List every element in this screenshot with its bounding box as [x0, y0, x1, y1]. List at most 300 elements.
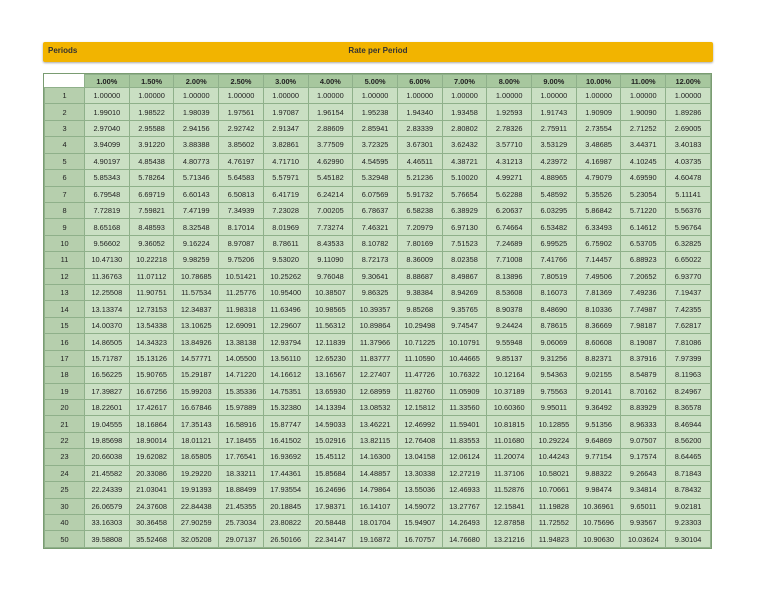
- value-cell: 8.71843: [666, 465, 711, 481]
- value-cell: 32.05208: [174, 531, 219, 548]
- value-cell: 10.38507: [308, 285, 353, 301]
- value-cell: 1.90909: [576, 104, 621, 120]
- value-cell: 13.84926: [174, 334, 219, 350]
- value-cell: 4.85438: [129, 153, 174, 169]
- value-cell: 1.00000: [397, 88, 442, 104]
- value-cell: 8.36009: [397, 252, 442, 268]
- value-cell: 8.70162: [621, 383, 666, 399]
- value-cell: 9.20141: [576, 383, 621, 399]
- value-cell: 12.15812: [397, 400, 442, 416]
- value-cell: 1.95238: [353, 104, 398, 120]
- value-cell: 7.49506: [576, 268, 621, 284]
- value-cell: 8.24967: [666, 383, 711, 399]
- value-cell: 14.16612: [263, 367, 308, 383]
- value-cell: 12.69091: [219, 317, 264, 333]
- value-cell: 7.81369: [576, 285, 621, 301]
- value-cell: 16.56225: [85, 367, 130, 383]
- value-cell: 16.24696: [308, 482, 353, 498]
- value-cell: 6.03295: [532, 202, 577, 218]
- value-cell: 9.36052: [129, 235, 174, 251]
- value-cell: 29.07137: [219, 531, 264, 548]
- value-cell: 12.46933: [442, 482, 487, 498]
- value-cell: 11.37106: [487, 465, 532, 481]
- value-cell: 30.36458: [129, 514, 174, 530]
- value-cell: 16.67256: [129, 383, 174, 399]
- value-cell: 12.27219: [442, 465, 487, 481]
- value-cell: 11.33560: [442, 400, 487, 416]
- value-cell: 11.05909: [442, 383, 487, 399]
- value-cell: 2.85941: [353, 120, 398, 136]
- period-cell: 1: [45, 88, 85, 104]
- value-cell: 21.45582: [85, 465, 130, 481]
- value-cell: 15.45112: [308, 449, 353, 465]
- value-cell: 12.73153: [129, 301, 174, 317]
- value-cell: 1.92593: [487, 104, 532, 120]
- value-cell: 11.37966: [353, 334, 398, 350]
- period-cell: 25: [45, 482, 85, 498]
- value-cell: 14.13394: [308, 400, 353, 416]
- value-cell: 6.69719: [129, 186, 174, 202]
- value-cell: 11.63496: [263, 301, 308, 317]
- value-cell: 17.93554: [263, 482, 308, 498]
- value-cell: 33.16303: [85, 514, 130, 530]
- period-cell: 21: [45, 416, 85, 432]
- value-cell: 9.02181: [666, 498, 711, 514]
- value-cell: 4.71710: [263, 153, 308, 169]
- value-cell: 9.02155: [576, 367, 621, 383]
- table-row: [45, 219, 711, 235]
- table-row: [45, 367, 711, 383]
- value-cell: 1.98039: [174, 104, 219, 120]
- value-cell: 3.94099: [85, 137, 130, 153]
- value-cell: 10.78685: [174, 268, 219, 284]
- value-cell: 6.74664: [487, 219, 532, 235]
- value-cell: 6.32825: [666, 235, 711, 251]
- value-cell: 13.27767: [442, 498, 487, 514]
- value-cell: 2.73554: [576, 120, 621, 136]
- value-cell: 7.00205: [308, 202, 353, 218]
- value-cell: 4.03735: [666, 153, 711, 169]
- value-cell: 11.01680: [487, 432, 532, 448]
- value-cell: 3.67301: [397, 137, 442, 153]
- value-cell: 10.10791: [442, 334, 487, 350]
- period-cell: 8: [45, 202, 85, 218]
- value-cell: 8.48593: [129, 219, 174, 235]
- value-cell: 4.76197: [219, 153, 264, 169]
- value-cell: 11.94823: [532, 531, 577, 548]
- table-row: [45, 104, 711, 120]
- table-row: [45, 186, 711, 202]
- value-cell: 14.59072: [397, 498, 442, 514]
- value-cell: 8.49867: [442, 268, 487, 284]
- value-cell: 6.93770: [666, 268, 711, 284]
- value-cell: 9.86325: [353, 285, 398, 301]
- value-cell: 1.96154: [308, 104, 353, 120]
- value-cell: 5.91732: [397, 186, 442, 202]
- period-cell: 40: [45, 514, 85, 530]
- value-cell: 1.00000: [219, 88, 264, 104]
- value-cell: 7.20979: [397, 219, 442, 235]
- value-cell: 4.99271: [487, 170, 532, 186]
- value-cell: 13.38138: [219, 334, 264, 350]
- value-cell: 10.70661: [532, 482, 577, 498]
- value-cell: 6.60143: [174, 186, 219, 202]
- value-cell: 1.00000: [442, 88, 487, 104]
- table-row: [45, 449, 711, 465]
- value-cell: 8.82371: [576, 350, 621, 366]
- annuity-table: [43, 73, 712, 549]
- periods-label: Periods: [48, 46, 78, 55]
- value-cell: 13.04158: [397, 449, 442, 465]
- value-cell: 10.76322: [442, 367, 487, 383]
- value-cell: 1.90090: [621, 104, 666, 120]
- value-cell: 3.85602: [219, 137, 264, 153]
- value-cell: 12.46992: [397, 416, 442, 432]
- value-cell: 12.34837: [174, 301, 219, 317]
- value-cell: 9.65011: [621, 498, 666, 514]
- value-cell: 6.41719: [263, 186, 308, 202]
- value-cell: 9.98259: [174, 252, 219, 268]
- value-cell: 3.77509: [308, 137, 353, 153]
- value-cell: 10.98565: [308, 301, 353, 317]
- value-cell: 26.50166: [263, 531, 308, 548]
- period-cell: 24: [45, 465, 85, 481]
- corner-cell: [45, 75, 85, 88]
- value-cell: 9.30641: [353, 268, 398, 284]
- value-cell: 18.88499: [219, 482, 264, 498]
- period-cell: 11: [45, 252, 85, 268]
- value-cell: 16.58916: [219, 416, 264, 432]
- value-cell: 18.22601: [85, 400, 130, 416]
- value-cell: 8.17014: [219, 219, 264, 235]
- value-cell: 10.71225: [397, 334, 442, 350]
- value-cell: 9.34814: [621, 482, 666, 498]
- value-cell: 2.78326: [487, 120, 532, 136]
- value-cell: 6.78637: [353, 202, 398, 218]
- table-row: [45, 88, 711, 104]
- value-cell: 1.00000: [353, 88, 398, 104]
- value-cell: 1.00000: [532, 88, 577, 104]
- value-cell: 20.18845: [263, 498, 308, 514]
- value-cell: 17.44361: [263, 465, 308, 481]
- value-cell: 8.16073: [532, 285, 577, 301]
- value-cell: 1.00000: [487, 88, 532, 104]
- value-cell: 17.18455: [219, 432, 264, 448]
- value-cell: 14.05500: [219, 350, 264, 366]
- table-row: [45, 301, 711, 317]
- period-cell: 9: [45, 219, 85, 235]
- period-cell: 3: [45, 120, 85, 136]
- value-cell: 8.10336: [576, 301, 621, 317]
- rate-header-cell: 10.00%: [576, 75, 621, 88]
- value-cell: 11.07112: [129, 268, 174, 284]
- value-cell: 7.80519: [532, 268, 577, 284]
- value-cell: 2.75911: [532, 120, 577, 136]
- value-cell: 7.42355: [666, 301, 711, 317]
- value-cell: 14.00370: [85, 317, 130, 333]
- value-cell: 11.52876: [487, 482, 532, 498]
- rate-table: [44, 74, 711, 548]
- rate-header-cell: 8.00%: [487, 75, 532, 88]
- value-cell: 5.10020: [442, 170, 487, 186]
- value-cell: 14.75351: [263, 383, 308, 399]
- value-cell: 11.56312: [308, 317, 353, 333]
- value-cell: 6.07569: [353, 186, 398, 202]
- rate-header-cell: 2.00%: [174, 75, 219, 88]
- value-cell: 8.96333: [621, 416, 666, 432]
- value-cell: 8.36669: [576, 317, 621, 333]
- period-cell: 50: [45, 531, 85, 548]
- value-cell: 14.79864: [353, 482, 398, 498]
- value-cell: 17.39827: [85, 383, 130, 399]
- value-cell: 16.67846: [174, 400, 219, 416]
- value-cell: 11.90751: [129, 285, 174, 301]
- value-cell: 12.87858: [487, 514, 532, 530]
- value-cell: 13.55036: [397, 482, 442, 498]
- value-cell: 17.98371: [308, 498, 353, 514]
- value-cell: 7.14457: [576, 252, 621, 268]
- value-cell: 18.90014: [129, 432, 174, 448]
- value-cell: 14.26493: [442, 514, 487, 530]
- value-cell: 6.75902: [576, 235, 621, 251]
- table-row: [45, 317, 711, 333]
- table-row: [45, 531, 711, 548]
- value-cell: 9.85137: [487, 350, 532, 366]
- value-cell: 9.24424: [487, 317, 532, 333]
- value-cell: 10.44243: [532, 449, 577, 465]
- value-cell: 13.30338: [397, 465, 442, 481]
- value-cell: 8.56200: [666, 432, 711, 448]
- value-cell: 8.02358: [442, 252, 487, 268]
- value-cell: 1.00000: [263, 88, 308, 104]
- value-cell: 1.97561: [219, 104, 264, 120]
- table-row: [45, 202, 711, 218]
- value-cell: 6.99525: [532, 235, 577, 251]
- rate-header-cell: 11.00%: [621, 75, 666, 88]
- value-cell: 7.41766: [532, 252, 577, 268]
- value-cell: 11.83777: [353, 350, 398, 366]
- header-banner: [43, 42, 713, 62]
- period-cell: 12: [45, 268, 85, 284]
- value-cell: 14.34323: [129, 334, 174, 350]
- value-cell: 6.24214: [308, 186, 353, 202]
- table-row: [45, 400, 711, 416]
- value-cell: 8.43533: [308, 235, 353, 251]
- value-cell: 1.00000: [621, 88, 666, 104]
- value-cell: 8.60608: [576, 334, 621, 350]
- value-cell: 2.88609: [308, 120, 353, 136]
- table-row: [45, 498, 711, 514]
- period-cell: 5: [45, 153, 85, 169]
- value-cell: 12.76408: [397, 432, 442, 448]
- value-cell: 3.57710: [487, 137, 532, 153]
- value-cell: 3.82861: [263, 137, 308, 153]
- table-row: [45, 482, 711, 498]
- value-cell: 17.76541: [219, 449, 264, 465]
- value-cell: 15.97889: [219, 400, 264, 416]
- value-cell: 2.95588: [129, 120, 174, 136]
- value-cell: 5.76654: [442, 186, 487, 202]
- value-cell: 1.99010: [85, 104, 130, 120]
- value-cell: 16.14107: [353, 498, 398, 514]
- value-cell: 11.82760: [397, 383, 442, 399]
- period-cell: 7: [45, 186, 85, 202]
- value-cell: 9.55948: [487, 334, 532, 350]
- value-cell: 22.84438: [174, 498, 219, 514]
- table-row: [45, 285, 711, 301]
- value-cell: 8.65168: [85, 219, 130, 235]
- value-cell: 14.16300: [353, 449, 398, 465]
- value-cell: 10.29224: [532, 432, 577, 448]
- value-cell: 12.68959: [353, 383, 398, 399]
- value-cell: 13.54338: [129, 317, 174, 333]
- value-cell: 15.29187: [174, 367, 219, 383]
- value-cell: 14.59033: [308, 416, 353, 432]
- rate-header-cell: 4.00%: [308, 75, 353, 88]
- table-title: Rate per Period: [348, 46, 408, 55]
- value-cell: 9.07507: [621, 432, 666, 448]
- value-cell: 6.58238: [397, 202, 442, 218]
- value-cell: 14.48857: [353, 465, 398, 481]
- rate-header-cell: 7.00%: [442, 75, 487, 88]
- value-cell: 6.65022: [666, 252, 711, 268]
- value-cell: 5.62288: [487, 186, 532, 202]
- value-cell: 15.13126: [129, 350, 174, 366]
- value-cell: 2.92742: [219, 120, 264, 136]
- value-cell: 10.90630: [576, 531, 621, 548]
- value-cell: 10.51421: [219, 268, 264, 284]
- value-cell: 19.16872: [353, 531, 398, 548]
- value-cell: 4.69590: [621, 170, 666, 186]
- value-cell: 12.27407: [353, 367, 398, 383]
- value-cell: 6.97130: [442, 219, 487, 235]
- value-cell: 8.54879: [621, 367, 666, 383]
- table-row: [45, 137, 711, 153]
- value-cell: 25.73034: [219, 514, 264, 530]
- value-cell: 7.80169: [397, 235, 442, 251]
- table-row: [45, 514, 711, 530]
- value-cell: 13.56110: [263, 350, 308, 366]
- value-cell: 10.29498: [397, 317, 442, 333]
- value-cell: 4.79079: [576, 170, 621, 186]
- value-cell: 18.01704: [353, 514, 398, 530]
- value-cell: 14.86505: [85, 334, 130, 350]
- value-cell: 15.32380: [263, 400, 308, 416]
- value-cell: 7.46321: [353, 219, 398, 235]
- value-cell: 17.35143: [174, 416, 219, 432]
- table-row: [45, 432, 711, 448]
- value-cell: 2.83339: [397, 120, 442, 136]
- period-cell: 15: [45, 317, 85, 333]
- value-cell: 15.99203: [174, 383, 219, 399]
- value-cell: 9.56602: [85, 235, 130, 251]
- value-cell: 8.46944: [666, 416, 711, 432]
- value-cell: 5.64583: [219, 170, 264, 186]
- value-cell: 4.38721: [442, 153, 487, 169]
- value-cell: 7.73274: [308, 219, 353, 235]
- value-cell: 13.21216: [487, 531, 532, 548]
- value-cell: 19.62082: [129, 449, 174, 465]
- value-cell: 6.38929: [442, 202, 487, 218]
- value-cell: 35.52468: [129, 531, 174, 548]
- value-cell: 10.95400: [263, 285, 308, 301]
- value-cell: 4.60478: [666, 170, 711, 186]
- value-cell: 8.01969: [263, 219, 308, 235]
- value-cell: 22.24339: [85, 482, 130, 498]
- value-cell: 9.95011: [532, 400, 577, 416]
- value-cell: 19.04555: [85, 416, 130, 432]
- value-cell: 11.10590: [397, 350, 442, 366]
- value-cell: 11.57534: [174, 285, 219, 301]
- value-cell: 10.81815: [487, 416, 532, 432]
- value-cell: 10.60360: [487, 400, 532, 416]
- value-cell: 9.53020: [263, 252, 308, 268]
- value-cell: 8.72173: [353, 252, 398, 268]
- value-cell: 10.03624: [621, 531, 666, 548]
- table-row: [45, 252, 711, 268]
- period-cell: 2: [45, 104, 85, 120]
- value-cell: 19.29220: [174, 465, 219, 481]
- value-cell: 3.88388: [174, 137, 219, 153]
- value-cell: 12.06124: [442, 449, 487, 465]
- value-cell: 8.97087: [219, 235, 264, 251]
- value-cell: 9.17574: [621, 449, 666, 465]
- value-cell: 12.25508: [85, 285, 130, 301]
- value-cell: 3.72325: [353, 137, 398, 153]
- value-cell: 13.13374: [85, 301, 130, 317]
- value-cell: 13.08532: [353, 400, 398, 416]
- value-cell: 9.06069: [532, 334, 577, 350]
- value-cell: 7.24689: [487, 235, 532, 251]
- value-cell: 8.53608: [487, 285, 532, 301]
- value-cell: 9.85268: [397, 301, 442, 317]
- value-cell: 10.89864: [353, 317, 398, 333]
- value-cell: 5.21236: [397, 170, 442, 186]
- value-cell: 2.80802: [442, 120, 487, 136]
- period-cell: 20: [45, 400, 85, 416]
- period-cell: 23: [45, 449, 85, 465]
- value-cell: 15.94907: [397, 514, 442, 530]
- value-cell: 10.22218: [129, 252, 174, 268]
- value-cell: 1.00000: [666, 88, 711, 104]
- value-cell: 5.56376: [666, 202, 711, 218]
- value-cell: 1.00000: [308, 88, 353, 104]
- value-cell: 7.51523: [442, 235, 487, 251]
- value-cell: 5.85343: [85, 170, 130, 186]
- value-cell: 2.71252: [621, 120, 666, 136]
- value-cell: 7.97399: [666, 350, 711, 366]
- value-cell: 9.98474: [576, 482, 621, 498]
- value-cell: 8.19087: [621, 334, 666, 350]
- value-cell: 9.23303: [666, 514, 711, 530]
- value-cell: 1.00000: [129, 88, 174, 104]
- table-row: [45, 383, 711, 399]
- value-cell: 7.71008: [487, 252, 532, 268]
- period-cell: 6: [45, 170, 85, 186]
- period-cell: 19: [45, 383, 85, 399]
- table-row: [45, 170, 711, 186]
- value-cell: 9.36492: [576, 400, 621, 416]
- period-cell: 18: [45, 367, 85, 383]
- value-cell: 19.85698: [85, 432, 130, 448]
- rate-header-cell: 5.00%: [353, 75, 398, 88]
- value-cell: 11.36763: [85, 268, 130, 284]
- period-cell: 16: [45, 334, 85, 350]
- period-cell: 10: [45, 235, 85, 251]
- value-cell: 11.19828: [532, 498, 577, 514]
- value-cell: 9.31256: [532, 350, 577, 366]
- value-cell: 24.37608: [129, 498, 174, 514]
